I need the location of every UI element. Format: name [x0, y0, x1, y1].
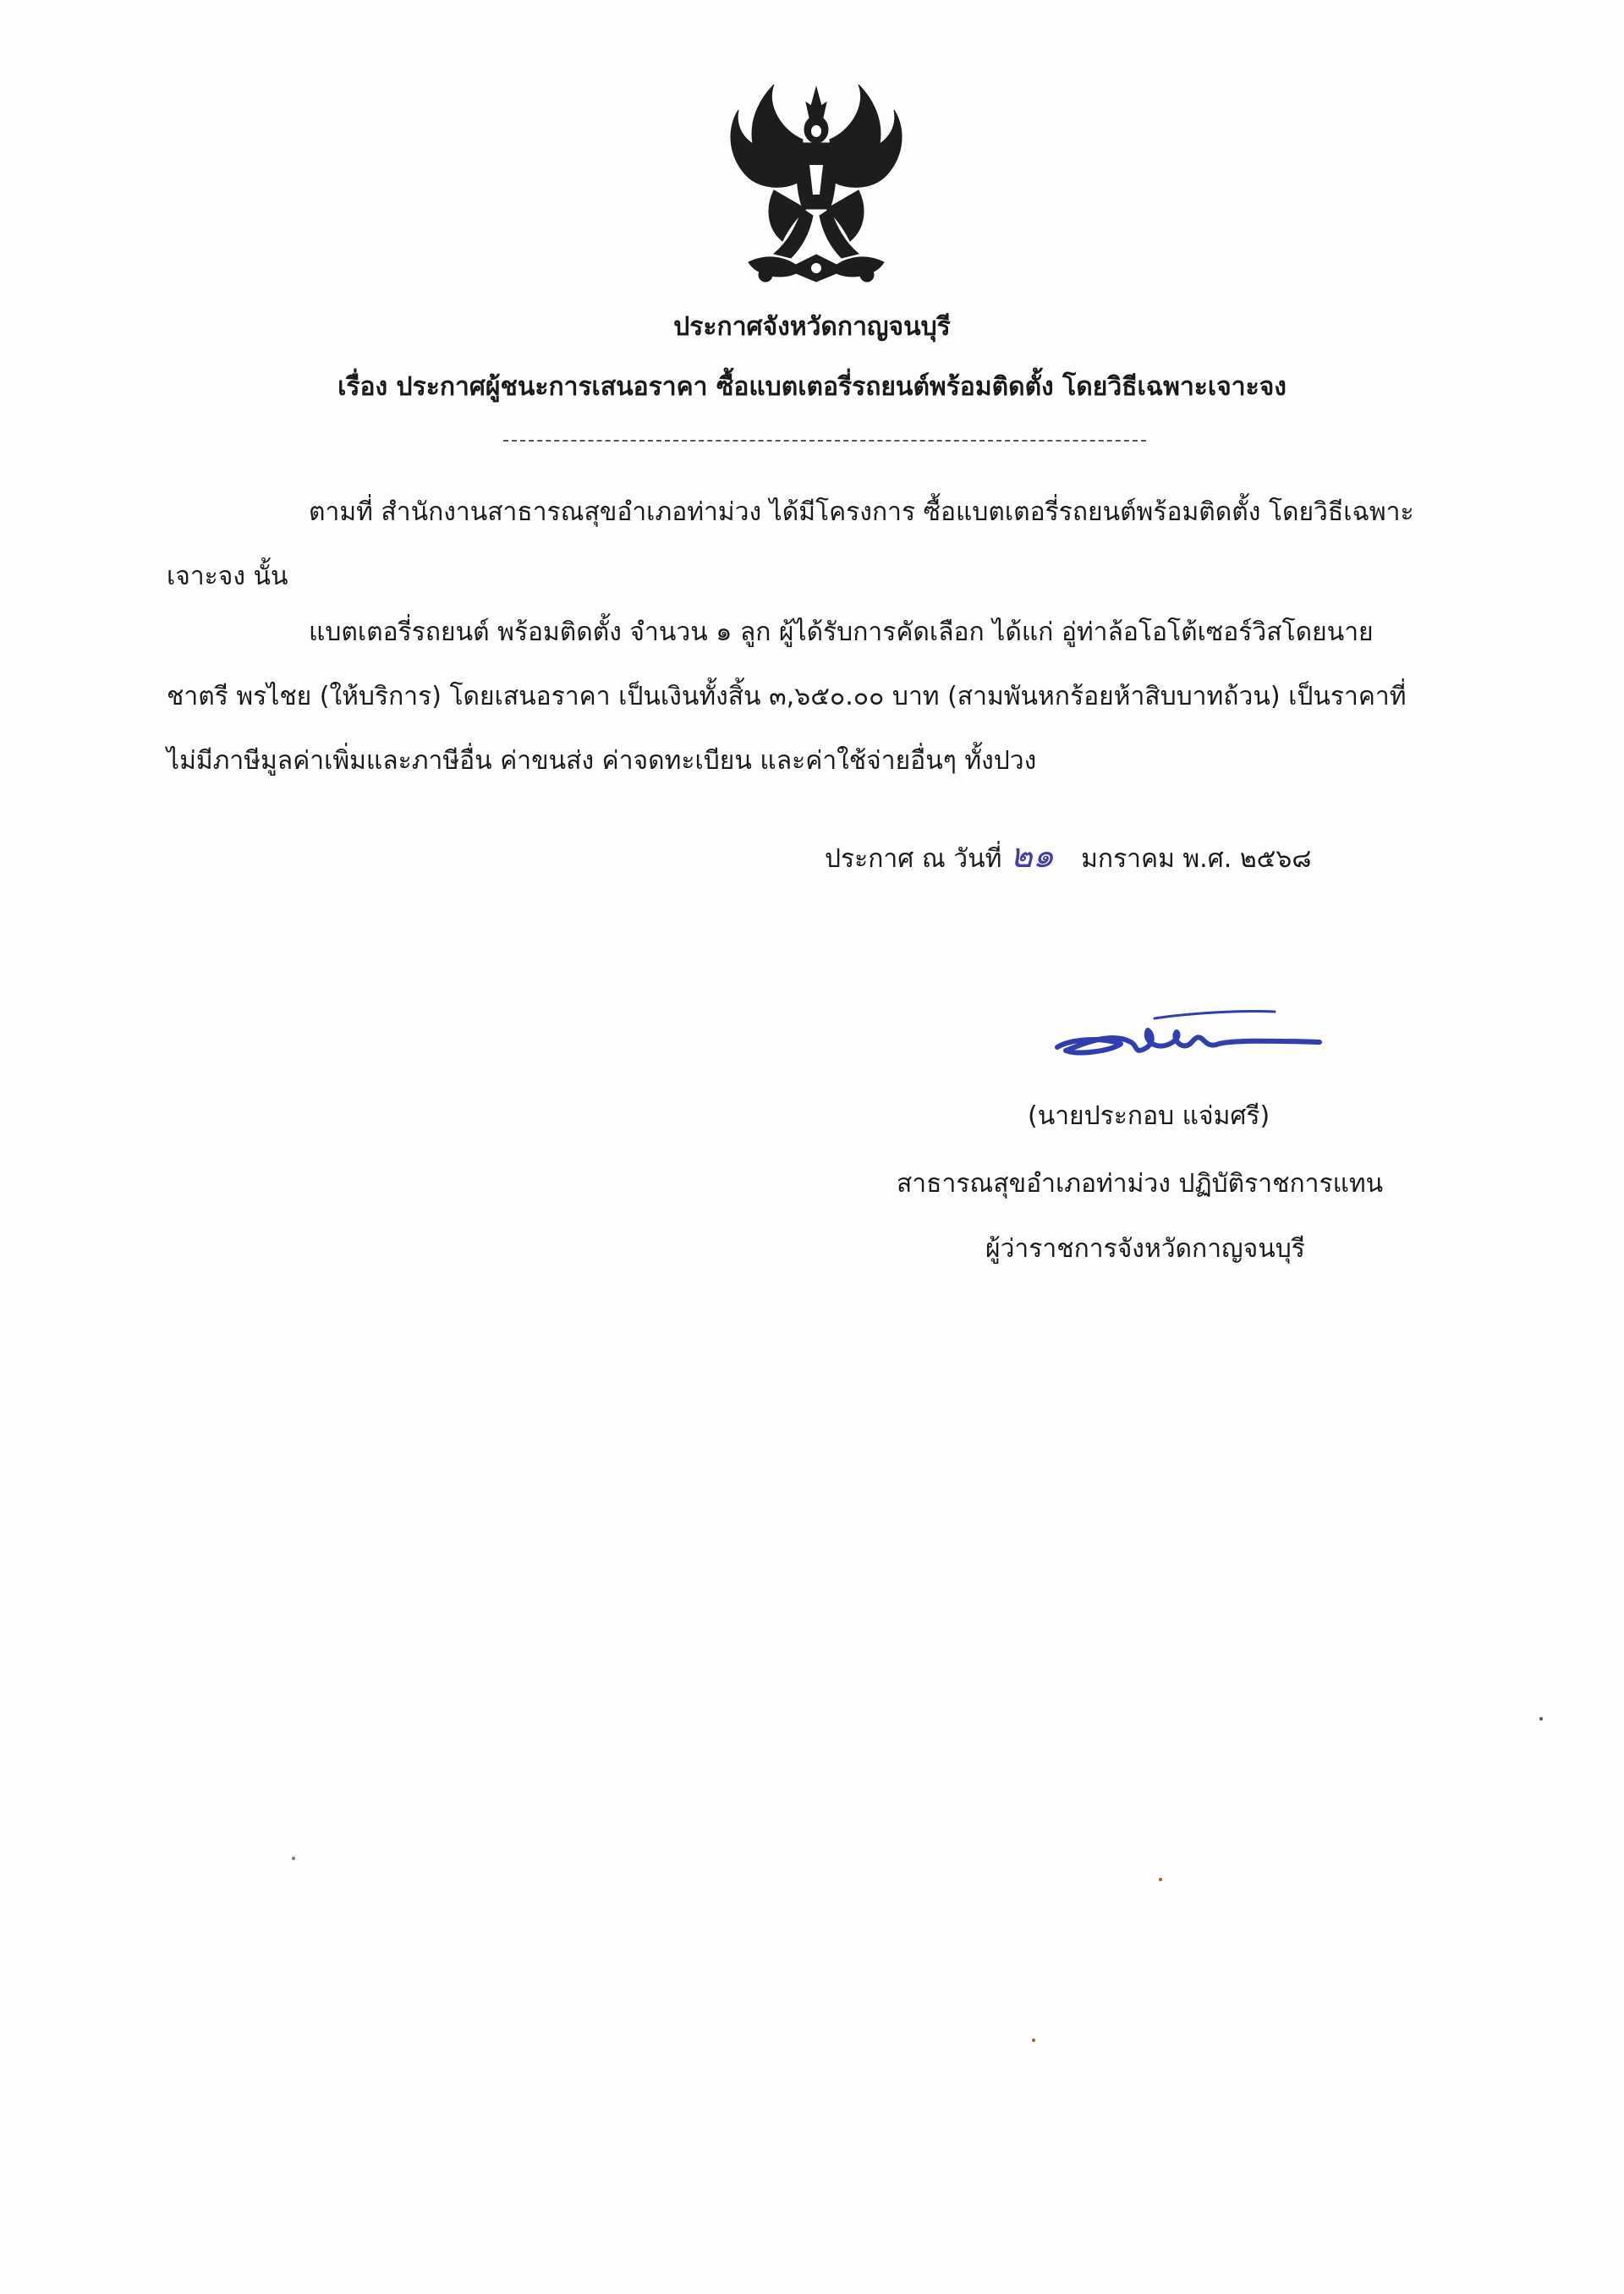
document-title: ประกาศจังหวัดกาญจนบุรี: [673, 312, 951, 342]
scan-speck: [292, 1857, 295, 1860]
signature-mark: [1053, 1007, 1324, 1070]
paragraph-winner: [167, 601, 1482, 793]
paragraph-intro-line-2: เจาะจง นั้น: [167, 562, 288, 591]
divider-line: [503, 440, 1146, 442]
signatory-position: สาธารณสุขอำเภอท่าม่วง ปฏิบัติราชการแทน: [897, 1169, 1384, 1199]
scan-speck: [1539, 1717, 1543, 1720]
signatory-position-2: ผู้ว่าราชการจังหวัดกาญจนบุรี: [985, 1234, 1305, 1264]
paragraph-intro-line-1: ตามที่ สำนักงานสาธารณสุขอำเภอท่าม่วง ได้มีโครงการ ซื้อแบตเตอรี่รถยนต์พร้อมติดตั้ง โดยวิธีเฉพาะ: [309, 497, 1414, 527]
announcement-date-prefix: ประกาศ ณ วันที่: [825, 844, 1002, 874]
announcement-date: [825, 837, 1312, 878]
paragraph-intro: [167, 480, 1482, 609]
paragraph-winner-line-2: ชาตรี พรไชย (ให้บริการ) โดยเสนอราคา เป็นเงินทั้งสิ้น ๓,๖๕๐.๐๐ บาท (สามพันหกร้อยห้าสิบบาทถ้วน) เป็นราคาที่: [167, 682, 1407, 711]
scan-speck: [1159, 1878, 1162, 1881]
document-subject: เรื่อง ประกาศผู้ชนะการเสนอราคา ซื้อแบตเตอรี่รถยนต์พร้อมติดตั้ง โดยวิธีเฉพาะเจาะจง: [337, 372, 1287, 402]
paragraph-winner-line-3: ไม่มีภาษีมูลค่าเพิ่มและภาษีอื่น ค่าขนส่ง ค่าจดทะเบียน และค่าใช้จ่ายอื่นๆ ทั้งปวง: [167, 746, 1037, 776]
announcement-day-handwritten: ๒๑: [1010, 837, 1055, 875]
paragraph-winner-line-1: แบตเตอรี่รถยนต์ พร้อมติดตั้ง จำนวน ๑ ลูก ผู้ได้รับการคัดเลือก ได้แก่ อู่ท่าล้อโอโต้เซอร์วิสโดยนาย: [309, 617, 1374, 647]
signatory-name: (นายประกอบ แจ่มศรี): [1028, 1101, 1270, 1131]
scan-speck: [1032, 2039, 1035, 2042]
announcement-month-year: มกราคม พ.ศ. ๒๕๖๘: [1081, 844, 1312, 874]
garuda-emblem-icon: [715, 80, 918, 292]
